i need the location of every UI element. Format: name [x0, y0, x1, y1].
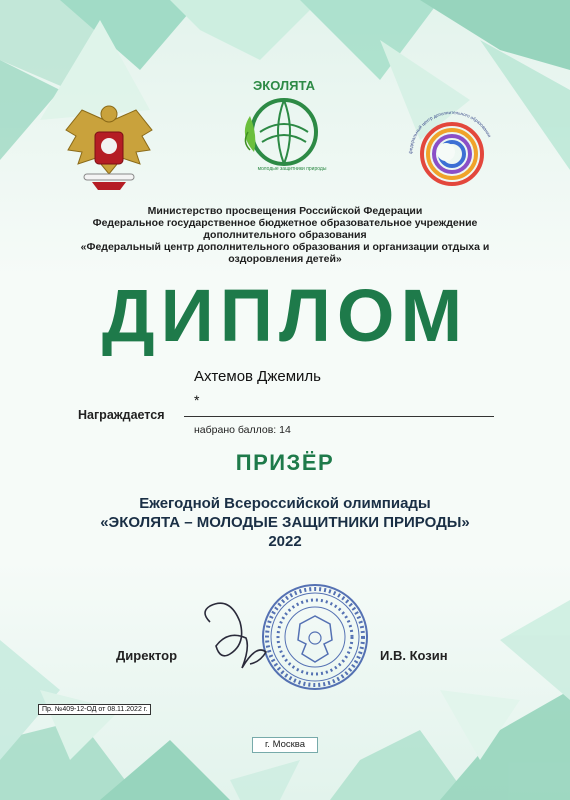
director-label: Директор	[116, 648, 178, 663]
federal-center-logo-text: федеральный центр дополнительного образования	[407, 109, 493, 155]
rank-title: ПРИЗЁР	[235, 450, 335, 475]
olympiad-title	[0, 494, 570, 551]
official-stamp	[263, 585, 367, 689]
olympiad-line-1: Ежегодной Всероссийской олимпиады	[139, 495, 431, 512]
olympiad-line-2: «ЭКОЛЯТА – МОЛОДЫЕ ЗАЩИТНИКИ ПРИРОДЫ»	[100, 514, 470, 531]
awarded-label: Награждается	[78, 408, 165, 422]
order-number: Пр. №409-12-ОД от 08.11.2022 г.	[38, 704, 151, 715]
signature-and-stamp	[180, 582, 390, 692]
name-underline	[184, 416, 494, 417]
org-line-5: оздоровления детей»	[228, 253, 342, 265]
federal-center-logo	[406, 108, 498, 200]
city-label: г. Москва	[252, 737, 318, 753]
handwritten-signature	[205, 603, 266, 668]
diploma-title: ДИПЛОМ	[101, 274, 469, 357]
coat-of-arms-emblem	[62, 100, 156, 196]
score-text: набрано баллов: 14	[194, 424, 291, 436]
ecolyata-logo-text: ЭКОЛЯТА	[253, 78, 315, 93]
ecolyata-logo-subtext: молодые защитники природы	[257, 166, 327, 172]
recipient-name: Ахтемов Джемиль	[194, 368, 321, 385]
olympiad-year: 2022	[268, 533, 302, 550]
ecolyata-logo	[232, 76, 338, 176]
asterisk-mark: *	[194, 392, 200, 408]
director-name: И.В. Козин	[380, 648, 448, 663]
organization-header	[40, 205, 530, 265]
org-line-3: дополнительного образования	[203, 229, 367, 241]
org-line-2: Федеральное государственное бюджетное образовательное учреждение	[92, 217, 478, 229]
org-line-4: «Федеральный центр дополнительного образования и организации отдыха и	[80, 241, 490, 253]
org-line-1: Министерство просвещения Российской Федерации	[147, 205, 423, 217]
